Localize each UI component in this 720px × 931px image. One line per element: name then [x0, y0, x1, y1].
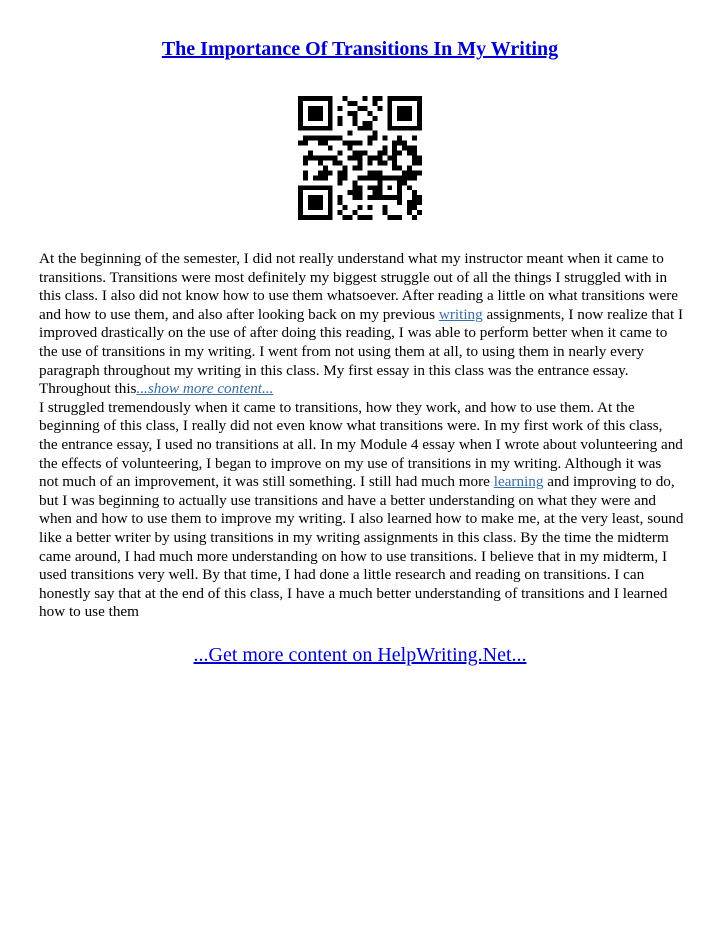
document-title[interactable]: The Importance Of Transitions In My Writing: [161, 38, 559, 60]
qr-code-icon: [298, 96, 422, 220]
paragraph-text: At the beginning of the semester, I did not really understand what my instructor meant when it came to transitions. Transitions were most definitely my biggest struggle out of all the things I struggled with in this class. I also did not know how to use them whatsoever. After reading a little on what transitions were and how to use them, and also after looking back on my previous: [39, 250, 679, 323]
show-more-link[interactable]: ...show more content...: [136, 380, 274, 398]
get-more-content-link[interactable]: ...Get more content on HelpWriting.Net...: [193, 644, 527, 666]
paragraph-text: I struggled tremendously when it came to transitions, how they work, and how to use them. At the beginning of this class, I really did not even know what transitions were. In my first work of this class, the entrance essay, I used no transitions at all. In my Module 4 essay when I wrote about volunteering and the effects of volunteering, I began to improve on my use of transitions in my writing. Although it was not much of an improvement, it was still something. I still had much more: [39, 398, 683, 491]
paragraph-text: and improving to do, but I was beginning to actually use transitions and have a better understanding on what they were and when and how to use them to improve my writing. I also learned how to make me, at the very least, sound like a better writer by using transitions in my writing assignments in this class. By the time the midterm came around, I had much more understanding on how to use transitions. I believe that in my midterm, I used transitions very well. By that time, I had done a little research and reading on transitions. I can honestly say that at the end of this class, I have a much better understanding of transitions and I learned how to use them: [39, 473, 684, 621]
essay-body: [39, 250, 684, 622]
paragraph-text: assignments, I now realize that I improved drastically on the use of after doing this reading, I was able to perform better when it came to the use of transitions in my writing. I went from not using them at all, to using them in nearly every paragraph throughout my writing in this class. My first essay in this class was the entrance essay. Throughout this: [39, 305, 684, 398]
learning-link[interactable]: learning: [493, 473, 544, 491]
essay-paragraph-2: [39, 399, 684, 622]
writing-link[interactable]: writing: [438, 305, 483, 323]
essay-paragraph-1: [39, 250, 684, 399]
